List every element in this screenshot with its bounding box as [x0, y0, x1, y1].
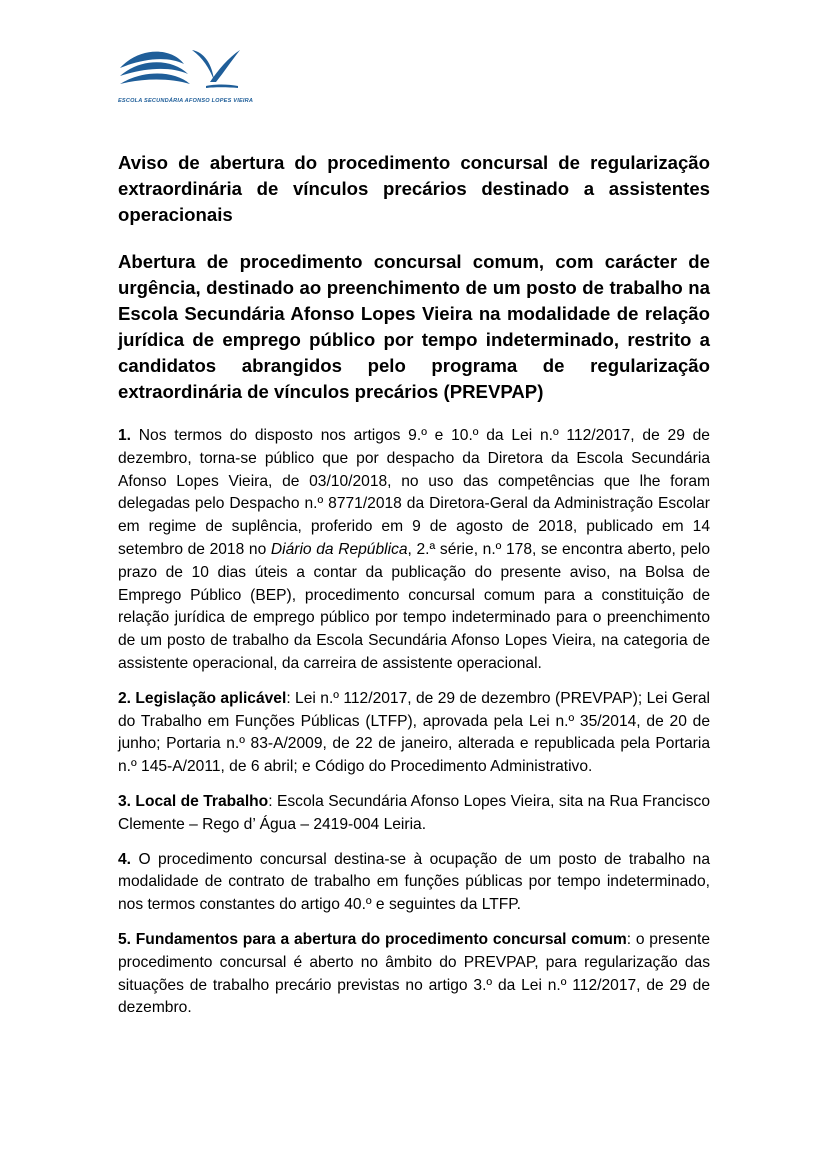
- section-3-text: : Escola Secundária Afonso Lopes Vieira, sita na Rua Francisco Clemente – Rego d’ Água – 2419-004 Leiria.: [118, 792, 711, 833]
- section-1-italic: Diário da República: [270, 540, 408, 558]
- school-logo-icon: [118, 46, 243, 96]
- section-5-text: : o presente procedimento concursal é aberto no âmbito do PREVPAP, para regularização das situações de trabalho precário previstas no artigo 3.º da Lei n.º 112/2017, de 29 de dezembro.: [118, 930, 710, 1017]
- section-2-heading: 2. Legislação aplicável: [118, 689, 287, 707]
- section-3: [118, 791, 710, 837]
- document-body: [118, 150, 710, 1020]
- document-title: Aviso de abertura do procedimento concursal de regularização extraordinária de vínculos precários destinado a assistentes operacionais: [118, 152, 710, 225]
- section-3-heading: 3. Local de Trabalho: [118, 792, 269, 810]
- logo-text: ESCOLA SECUNDÁRIA AFONSO LOPES VIEIRA: [118, 98, 254, 104]
- document-subtitle: Abertura de procedimento concursal comum, com carácter de urgência, destinado ao preenchimento de um posto de trabalho na Escola Secundária Afonso Lopes Vieira na modalidade de relação jurídica de emprego público por tempo indeterminado, restrito a candidatos abrangidos pelo programa de regularização extraordinária de vínculos precários (PREVPAP): [118, 251, 710, 402]
- section-1-number: 1.: [118, 427, 132, 444]
- section-2: [118, 688, 710, 779]
- section-1-text-b: , 2.ª série, n.º 178, se encontra aberto, pelo prazo de 10 dias úteis a contar da publicação do presente aviso, na Bolsa de Emprego Público (BEP), procedimento concursal comum para a constituição de relação jurídica de emprego público por tempo indeterminado para o preenchimento de um posto de trabalho da Escola Secundária Afonso Lopes Vieira, na categoria de assistente operacional, da carreira de assistente operacional.: [118, 540, 710, 672]
- school-logo: [118, 46, 254, 108]
- section-1-text-a: Nos termos do disposto nos artigos 9.º e 10.º da Lei n.º 112/2017, de 29 de dezembro, torna-se público que por despacho da Diretora da Escola Secundária Afonso Lopes Vieira, de 03/10/2018, no uso das competências que lhe foram delegadas pelo Despacho n.º 8771/2018 da Diretora-Geral da Administração Escolar em regime de suplência, proferido em 9 de agosto de 2018, publicado em 14 setembro de 2018 no: [118, 427, 710, 558]
- section-1: [118, 425, 710, 676]
- section-5-heading: 5. Fundamentos para a abertura do procedimento concursal comum: [118, 930, 627, 948]
- section-4-text: O procedimento concursal destina-se à ocupação de um posto de trabalho na modalidade de contrato de trabalho em funções públicas por tempo indeterminado, nos termos constantes do artigo 40.º e seguintes da LTFP.: [118, 850, 710, 914]
- section-4: [118, 849, 710, 917]
- section-5: [118, 929, 710, 1020]
- section-2-text: : Lei n.º 112/2017, de 29 de dezembro (PREVPAP); Lei Geral do Trabalho em Funções Públicas (LTFP), aprovada pela Lei n.º 35/2014, de 20 de junho; Portaria n.º 83-A/2009, de 22 de janeiro, alterada e republicada pela Portaria n.º 145-A/2011, de 6 abril; e Código do Procedimento Administrativo.: [118, 689, 710, 776]
- section-4-number: 4.: [118, 850, 132, 868]
